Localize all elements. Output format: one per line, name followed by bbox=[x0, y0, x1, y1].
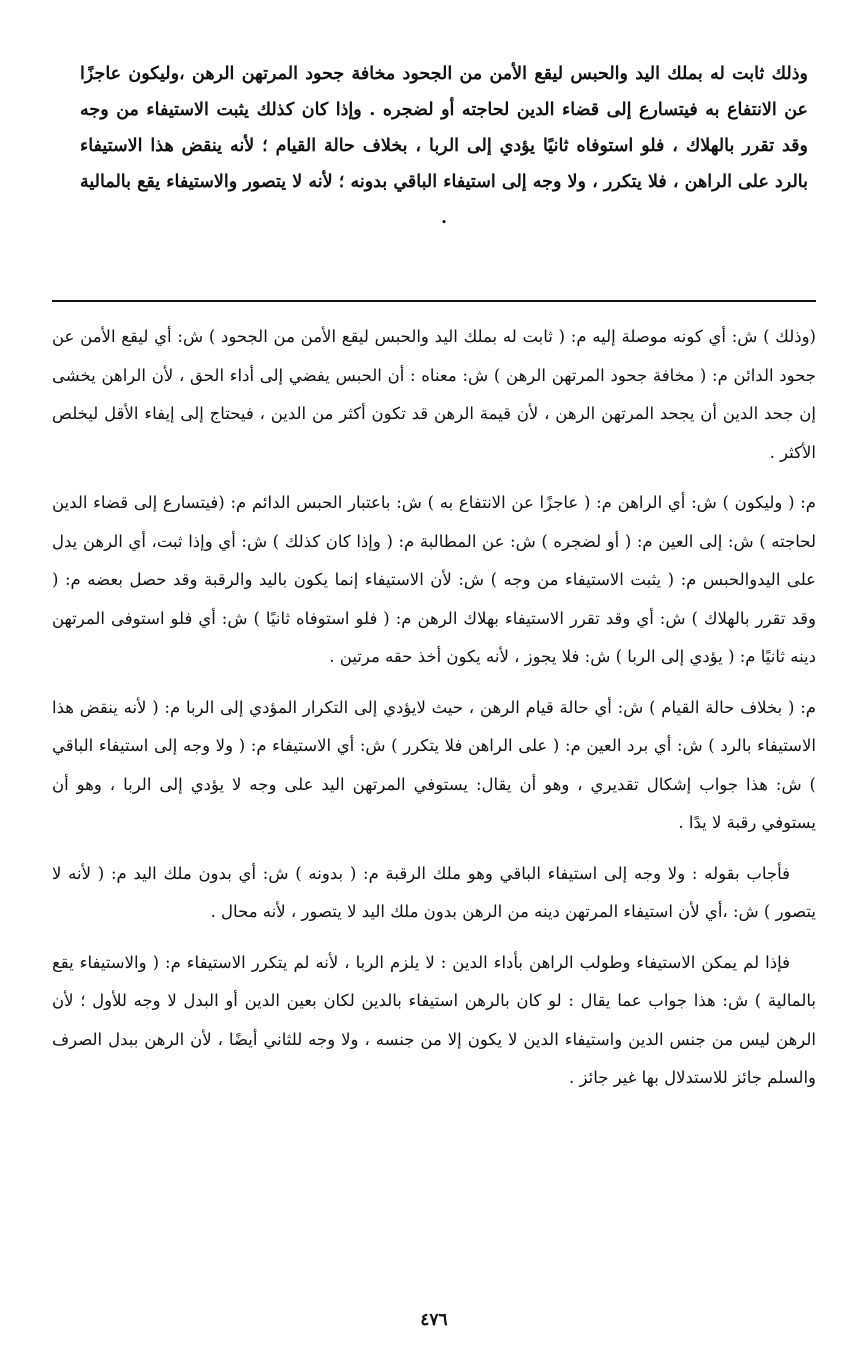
separator-line bbox=[52, 300, 816, 302]
commentary-paragraph: فأجاب بقوله : ولا وجه إلى استيفاء الباقي وهو ملك الرقبة م: ( بدونه ) ش: أي بدون ملك اليد م: ( لأنه لا يتصور ) ش: ،أي لأن استيفاء المرتهن دينه من الرهن بدون ملك اليد لا يتصور ، لأنه محال . bbox=[52, 863, 816, 921]
commentary-paragraph: م: ( وليكون ) ش: أي الراهن م: ( عاجزًا عن الانتفاع به ) ش: باعتبار الحبس الدائم م: (فيتسارع إلى قضاء الدين لحاجته ) ش: إلى العين م: ( أو لضجره ) ش: عن المطالبة م: ( وإذا كان كذلك ) ش: أي وإذا ثبت، أي الرهن يدل على اليدوالحبس م: ( يثبت الاستيفاء من وجه ) ش: لأن الاستيفاء إنما يكون باليد والرقبة وقد حصل بعضه م: ( وقد تقرر بالهلاك ) ش: أي وقد تقرر الاستيفاء بهلاك الرهن م: ( فلو استوفاه ثانيًا ) ش: أي فلو استوفى المرتهن دينه ثانيًا م: ( يؤدي إلى الربا ) ش: فلا يجوز ، لأنه يكون أخذ حقه مرتين . bbox=[52, 493, 816, 666]
commentary-paragraph: فإذا لم يمكن الاستيفاء وطولب الراهن بأداء الدين : لا يلزم الربا ، لأنه لم يتكرر الاستيفاء م: ( والاستيفاء يقع بالمالية ) ش: هذا جواب عما يقال : لو كان بالرهن استيفاء بالدين لكان بعين الدين أو البدل لا وجه للأول ؛ لأن الرهن ليس من جنس الدين واستيفاء الدين لا يكون إلا من جنسه ، ولا وجه للثاني أيضًا ، لأن الرهن ببدل الصرف والسلم جائز للاستدلال بها غير جائز . bbox=[52, 952, 816, 1087]
commentary-block bbox=[52, 318, 816, 1110]
commentary-paragraph: (وذلك ) ش: أي كونه موصلة إليه م: ( ثابت له بملك اليد والحبس ليقع الأمن من الجحود ) ش: أي ليقع الأمن عن جحود الدائن م: ( مخافة جحود المرتهن الرهن ) ش: معناه : أن الحبس يفضي إلى أداء الحق ، لأن الراهن يخشى إن جحد الدين أن يجحد المرتهن الرهن ، لأن قيمة الرهن قد تكون أكثر من الدين ، فيحتاج إلى إيفاء الأقل ليخلص الأكثر . bbox=[52, 327, 816, 462]
main-text-block: وذلك ثابت له بملك اليد والحبس ليقع الأمن من الجحود مخافة جحود المرتهن الرهن ،وليكون عاجزًا عن الانتفاع به فيتسارع إلى قضاء الدين لحاجته أو لضجره . وإذا كان كذلك يثبت الاستيفاء من وجه وقد تقرر بالهلاك ، فلو استوفاه ثانيًا يؤدي إلى الربا ، بخلاف حالة القيام ؛ لأنه ينقض هذا الاستيفاء بالرد على الراهن ، فلا يتكرر ، ولا وجه إلى استيفاء الباقي بدونه ؛ لأنه لا يتصور والاستيفاء يقع بالمالية . bbox=[80, 64, 808, 228]
page-number: ٤٧٦ bbox=[420, 1310, 448, 1330]
commentary-paragraph: م: ( بخلاف حالة القيام ) ش: أي حالة قيام الرهن ، حيث لايؤدي إلى التكرار المؤدي إلى الربا م: ( لأنه ينقض هذا الاستيفاء بالرد ) ش: أي برد العين م: ( على الراهن فلا يتكرر ) ش: أي الاستيفاء م: ( ولا وجه إلى استيفاء الباقي ) ش: هذا جواب إشكال تقديري ، وهو أن يقال: يستوفي المرتهن اليد على وجه لا يؤدي إلى الربا ، وهو أن يستوفي رقبة لا يدًا . bbox=[52, 697, 816, 832]
